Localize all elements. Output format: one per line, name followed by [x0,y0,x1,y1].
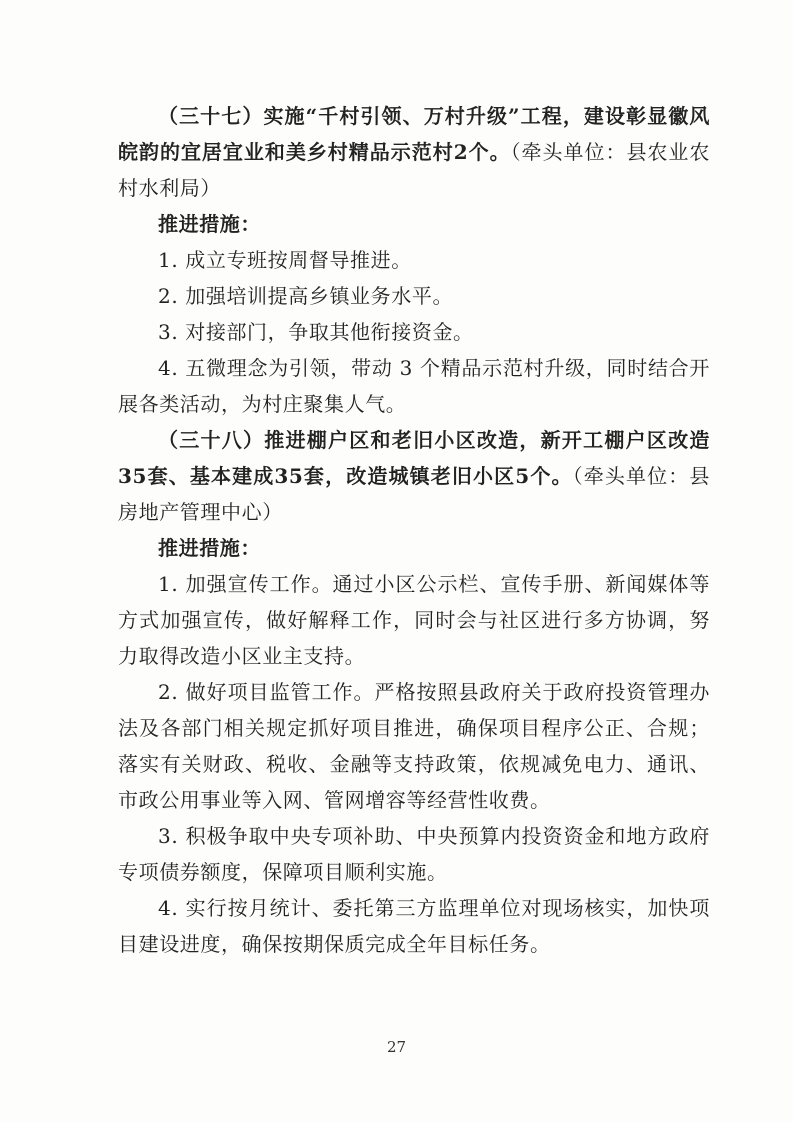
measure-item: 4. 实行按月统计、委托第三方监理单位对现场核实，加快项目建设进度，确保按期保质完成全年目标任务。 [118,896,710,956]
section-heading-bold: （三十八）推进棚户区和老旧小区改造，新开工棚户区改造35套、基本建成35套，改造城镇老旧小区5个。 [118,428,710,488]
measure-item: 3. 积极争取中央专项补助、中央预算内投资资金和地方政府专项债券额度，保障项目顺利实施。 [118,824,710,884]
measure-item: 2. 加强培训提高乡镇业务水平。 [158,284,454,308]
measures-label: 推进措施： [158,536,261,560]
measure-item: 2. 做好项目监管工作。严格按照县政府关于政府投资管理办法及各部门相关规定抓好项目推进，确保项目程序公正、合规；落实有关财政、税收、金融等支持政策，依规减免电力、通讯、市政公用事业等入网、管网增容等经营性收费。 [118,680,710,812]
measure-item: 3. 对接部门，争取其他衔接资金。 [158,320,474,344]
page-number: 27 [386,1038,407,1056]
measure-item: 4. 五微理念为引领，带动 3 个精品示范村升级，同时结合开展各类活动，为村庄聚集人气。 [118,356,710,416]
section-lead-unit: （牵头单位：县农业农村水利局） [118,140,710,200]
measure-item: 1. 成立专班按周督导推进。 [158,248,412,272]
measures-label: 推进措施： [158,212,261,236]
document-body [118,98,710,962]
section-heading-bold: （三十七）实施“千村引领、万村升级”工程，建设彰显徽风皖韵的宜居宜业和美乡村精品示范村2个。 [118,104,710,164]
section-heading-38 [118,422,710,530]
section-heading-37 [118,98,710,206]
section-lead-unit: （牵头单位：县房地产管理中心） [118,464,710,524]
measure-item: 1. 加强宣传工作。通过小区公示栏、宣传手册、新闻媒体等方式加强宣传，做好解释工作，同时会与社区进行多方协调，努力取得改造小区业主支持。 [118,572,710,668]
